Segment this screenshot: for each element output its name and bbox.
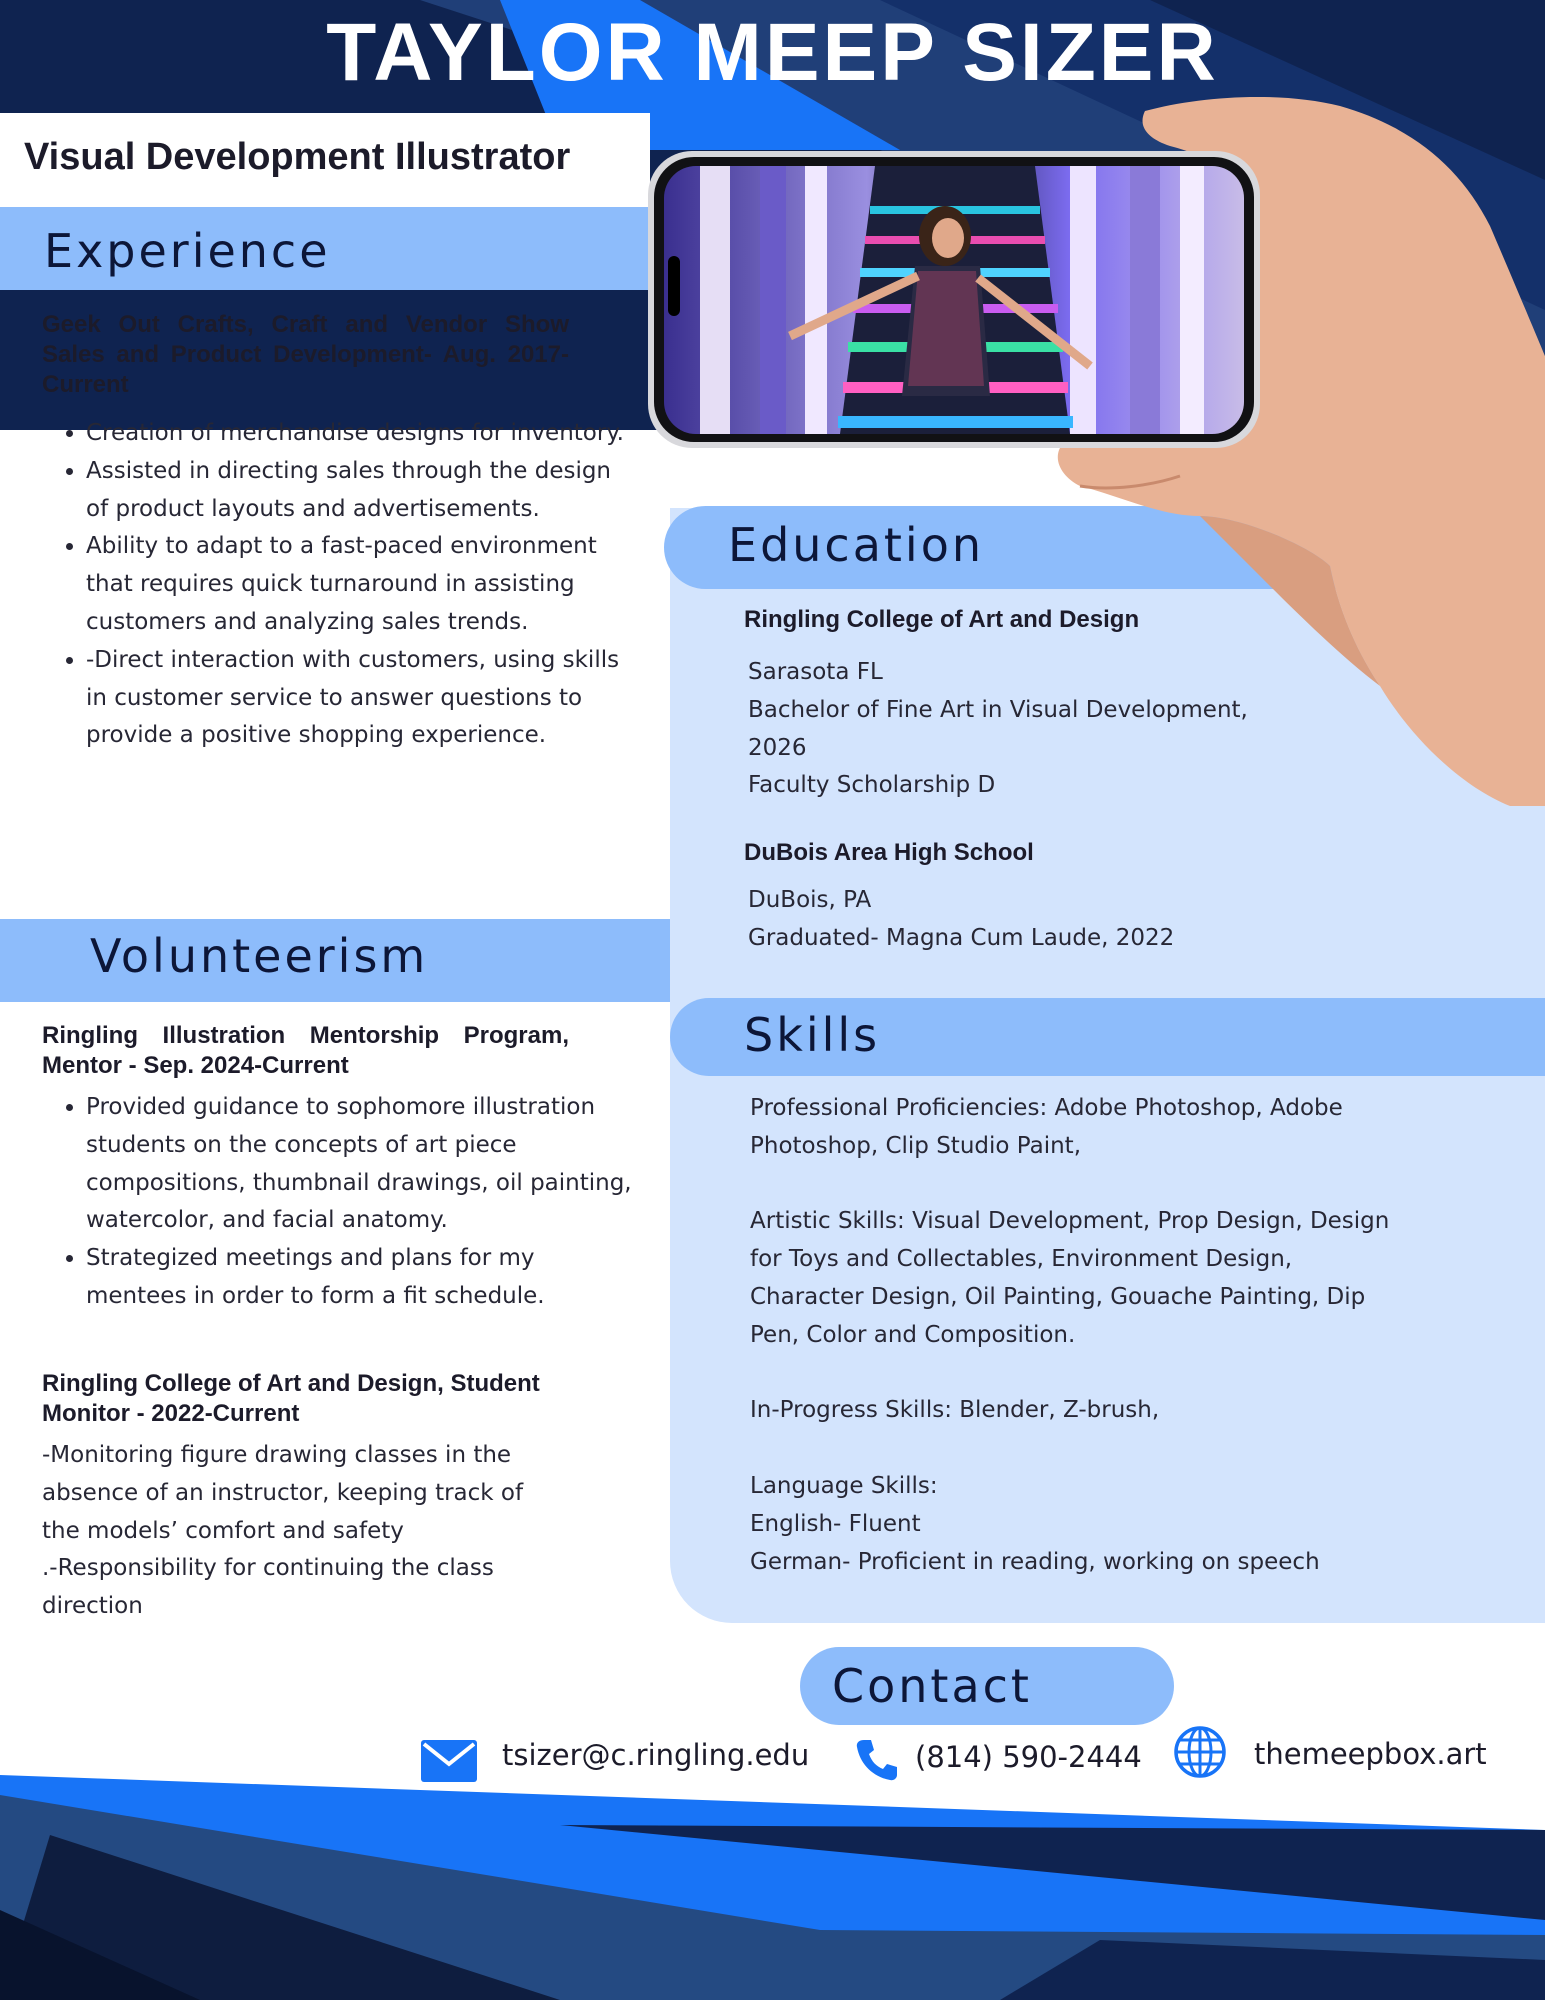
list-item: • Assisted in directing sales through the design of product layouts and advertisements.: [86, 453, 638, 529]
skill-line: English- Fluent: [750, 1510, 921, 1537]
contact-heading: Contact: [832, 1659, 1032, 1713]
website-link[interactable]: themeepbox.art: [1254, 1737, 1487, 1771]
skill-line: [750, 1355, 1510, 1393]
monitor-description: [42, 1437, 602, 1626]
phone-link[interactable]: (814) 590-2444: [915, 1740, 1142, 1774]
description-line: direction: [42, 1593, 143, 1620]
globe-icon: [1173, 1725, 1227, 1779]
school-name: Ringling College of Art and Design: [744, 606, 1140, 633]
description-line: -Monitoring figure drawing classes in the: [42, 1442, 512, 1468]
phone-icon: [855, 1738, 899, 1782]
list-item: • Ability to adapt to a fast-paced environment that requires quick turnaround in assisting customers and analyzing sales trends.: [86, 528, 638, 641]
skill-line: In-Progress Skills: Blender, Z-brush,: [750, 1397, 1160, 1424]
detail-line: Graduated- Magna Cum Laude, 2022: [748, 924, 1175, 951]
skill-line: Language Skills:: [750, 1472, 938, 1499]
description-line: the models’ comfort and safety: [42, 1517, 404, 1544]
skill-line: [750, 1430, 1510, 1468]
experience-bullet-list: [44, 415, 638, 755]
page-title: TAYLOR MEEP SIZER: [326, 7, 1219, 98]
job-title: Visual Development Illustrator: [24, 136, 571, 178]
volunteer-bullet-list: [44, 1089, 638, 1316]
volunteer-role-heading: Ringling Illustration Mentorship Program, Mentor - Sep. 2024-Current: [42, 1022, 569, 1079]
list-item: • Strategized meetings and plans for my mentees in order to form a fit schedule.: [86, 1240, 638, 1316]
description-line: .-Responsibility for continuing the class: [42, 1555, 494, 1582]
envelope-icon: [421, 1740, 477, 1782]
skill-line: [750, 1166, 1510, 1204]
skill-line: Artistic Skills: Visual Development, Prop Design, Design: [750, 1208, 1390, 1235]
monitor-role-heading: Ringling College of Art and Design, Student Monitor - 2022-Current: [42, 1370, 540, 1427]
list-item: • Provided guidance to sophomore illustration students on the concepts of art piece compositions, thumbnail drawings, oil painting, watercolor, and facial anatomy.: [86, 1089, 638, 1240]
detail-line: DuBois, PA: [748, 887, 872, 913]
experience-job-heading: Geek Out Crafts, Craft and Vendor Show Sales and Product Development- Aug. 2017-Current: [42, 311, 569, 398]
school-details: [748, 654, 1448, 805]
skill-line: German- Proficient in reading, working on speech: [750, 1548, 1320, 1575]
detail-line: Faculty Scholarship D: [748, 772, 996, 799]
skill-line: Character Design, Oil Painting, Gouache Painting, Dip: [750, 1283, 1366, 1310]
description-line: absence of an instructor, keeping track of: [42, 1479, 524, 1506]
skill-line: Professional Proficiencies: Adobe Photoshop, Adobe: [750, 1095, 1343, 1121]
skill-line: Photoshop, Clip Studio Paint,: [750, 1132, 1082, 1159]
detail-line: Bachelor of Fine Art in Visual Development,: [748, 696, 1248, 723]
email-link[interactable]: tsizer@c.ringling.edu: [502, 1738, 810, 1772]
skills-heading: Skills: [744, 1008, 881, 1062]
list-item: • -Direct interaction with customers, using skills in customer service to answer questions to provide a positive shopping experience.: [86, 642, 638, 755]
skill-line: Pen, Color and Composition.: [750, 1321, 1076, 1348]
school-name: DuBois Area High School: [744, 839, 1034, 866]
volunteerism-heading: Volunteerism: [90, 929, 429, 983]
experience-heading: Experience: [44, 224, 331, 278]
skills-list: [750, 1090, 1510, 1581]
list-item: • Creation of merchandise designs for inventory.: [86, 415, 638, 453]
detail-line: 2026: [748, 734, 807, 761]
skill-line: for Toys and Collectables, Environment Design,: [750, 1246, 1293, 1273]
detail-line: Sarasota FL: [748, 659, 883, 685]
education-heading: Education: [728, 518, 985, 572]
school-details: [748, 882, 1448, 958]
